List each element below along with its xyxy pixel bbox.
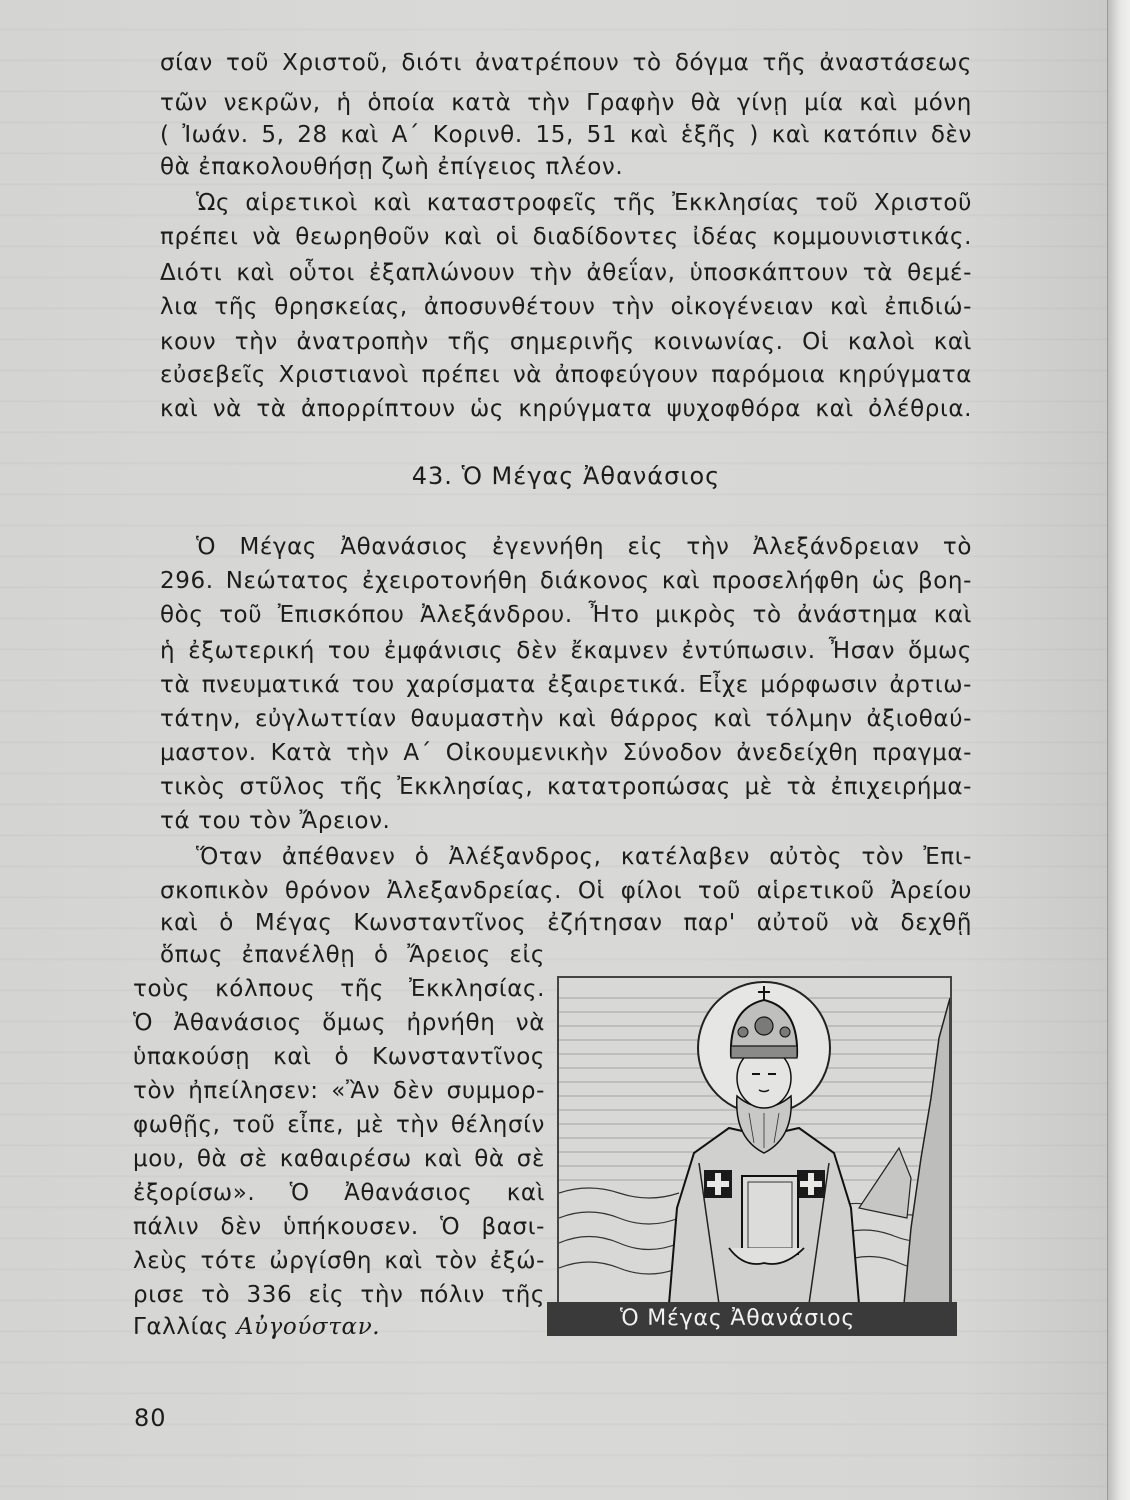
text-line: ( Ἰωάν. 5, 28 καὶ Α΄ Κορινθ. 15, 51 καὶ ἑξῆς ) καὶ κατόπιν δὲν [160,122,972,148]
text-line: Ὁ Μέγας Ἀθανάσιος ἐγεννήθη εἰς τὴν Ἀλεξάνδρειαν τὸ [196,534,972,560]
gospel-book [742,1176,798,1254]
icon-drawing [559,978,950,1304]
text-line: κουν τὴν ἀνατροπὴν τῆς σημερινῆς κοινωνίας. Οἱ καλοὶ καὶ [160,329,972,355]
place-name-italic: Αὐγούσταν. [236,1314,381,1340]
text-line: θὰ ἐπακολουθήσῃ ζωὴ ἐπίγειος πλέον. [160,154,624,180]
section-heading: 43. Ὁ Μέγας Ἀθανάσιος [411,462,721,490]
text-line: ὑπακούσῃ καὶ ὁ Κωνσταντῖνος [133,1044,545,1070]
rock [859,1148,911,1218]
text-line: καὶ ὁ Μέγας Κωνσταντῖνος ἐζήτησαν παρ' αὐτοῦ νὰ δεχθῇ [160,910,972,936]
cliff [904,998,950,1304]
text-line-prefix: Γαλλίας [133,1314,237,1340]
text-line: ἐξορίσω». Ὁ Ἀθανάσιος καὶ [133,1180,545,1206]
text-line: πρέπει νὰ θεωρηθοῦν καὶ οἱ διαδίδοντες ἰδέας κομμουνιστικάς. [160,224,972,250]
text-line: λια τῆς θρησκείας, ἀποσυνθέτουν τὴν οἰκογένειαν καὶ ἐπιδιώ- [160,294,972,320]
text-line: τάτην, εὐγλωττίαν θαυμαστὴν καὶ θάρρος καὶ τόλμην ἀξιοθαύ- [160,706,972,732]
page-number: 80 [134,1404,167,1432]
text-line: τά του τὸν Ἄρειον. [160,808,391,834]
text-line: εὐσεβεῖς Χριστιανοὶ πρέπει νὰ ἀποφεύγουν παρόμοια κηρύγματα [160,362,972,388]
text-line: μου, θὰ σὲ καθαιρέσω καὶ θὰ σὲ [133,1146,545,1172]
text-line: Διότι καὶ οὗτοι ἐξαπλώνουν τὴν ἀθεΐαν, ὑποσκάπτουν τὰ θεμέ- [160,260,972,286]
text-line: τὰ πνευματικά του χαρίσματα ἐξαιρετικά. Εἶχε μόρφωσιν ἀρτιω- [160,672,972,698]
text-line: 296. Νεώτατος ἐχειροτονήθη διάκονος καὶ προσελήφθη ὡς βοη- [160,568,972,594]
text-line: Ὡς αἱρετικοὶ καὶ καταστροφεῖς τῆς Ἐκκλησίας τοῦ Χριστοῦ [196,190,972,216]
text-line: καὶ νὰ τὰ ἀπορρίπτουν ὡς κηρύγματα ψυχοφθόρα καὶ ὀλέθρια. [160,396,972,422]
text-line: λεὺς τότε ὠργίσθη καὶ τὸν ἐξώ- [133,1248,545,1274]
text-line: ἡ ἐξωτερική του ἐμφάνισις δὲν ἔκαμνεν ἐντύπωσιν. Ἦσαν ὅμως [160,638,972,664]
text-line: μαστον. Κατὰ τὴν Α΄ Οἰκουμενικὴν Σύνοδον ἀνεδείχθη πραγμα- [160,740,972,766]
text-line [133,1312,380,1342]
text-line: τοὺς κόλπους τῆς Ἐκκλησίας. [133,976,545,1002]
text-line: τὸν ἠπείλησεν: «Ἂν δὲν συμμορ- [133,1078,545,1104]
text-line: Ὅταν ἀπέθανεν ὁ Ἀλέξανδρος, κατέλαβεν αὐτὸς τὸν Ἐπι- [196,844,972,870]
text-line: θὸς τοῦ Ἐπισκόπου Ἀλεξάνδρου. Ἦτο μικρὸς τὸ ἀνάστημα καὶ [160,602,972,628]
saint-illustration [557,976,952,1306]
text-line: σκοπικὸν θρόνον Ἀλεξανδρείας. Οἱ φίλοι τοῦ αἱρετικοῦ Ἀρείου [160,878,972,904]
text-line: τικὸς στῦλος τῆς Ἐκκλησίας, κατατροπώσας μὲ τὰ ἐπιχειρήμα- [160,774,972,800]
text-line: ρισε τὸ 336 εἰς τὴν πόλιν τῆς [133,1282,545,1308]
text-line: Ὁ Ἀθανάσιος ὅμως ἠρνήθη νὰ [133,1010,545,1036]
page-edge [1107,0,1130,1500]
text-line: φωθῇς, τοῦ εἶπε, μὲ τὴν θέλησίν [133,1112,545,1138]
text-line: σίαν τοῦ Χριστοῦ, διότι ἀνατρέπουν τὸ δόγμα τῆς ἀναστάσεως [160,50,972,76]
figure-caption: Ὁ Μέγας Ἀθανάσιος [620,1306,856,1331]
text-line: ὅπως ἐπανέλθῃ ὁ Ἄρειος εἰς [160,942,545,968]
text-line: πάλιν δὲν ὑπήκουσεν. Ὁ βασι- [133,1214,545,1240]
text-line: τῶν νεκρῶν, ἡ ὁποία κατὰ τὴν Γραφὴν θὰ γίνῃ μία καὶ μόνη [160,90,972,116]
